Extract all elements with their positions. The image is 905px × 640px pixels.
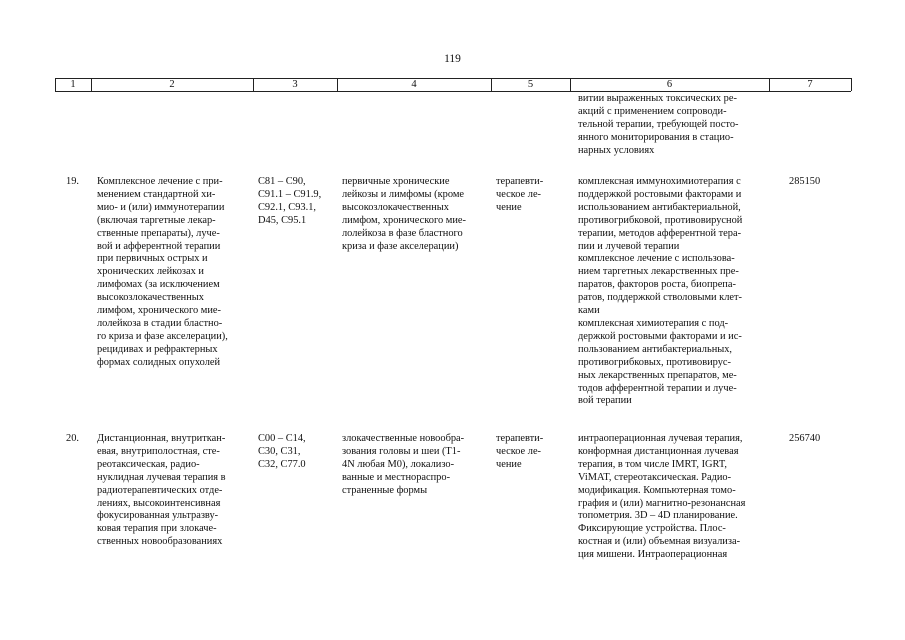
row-number: 20. — [66, 433, 79, 444]
text-line: зования головы и шеи (T1- — [342, 445, 461, 457]
text-line: нарных условиях — [578, 144, 655, 156]
text-line: го криза и фазе акселерации), — [97, 330, 228, 342]
column-header-2: 2 — [169, 79, 175, 90]
text-line: ковая терапия при злокаче- — [97, 523, 217, 535]
text-line: высокозлокачественных — [97, 292, 204, 304]
text-line: вой терапии — [578, 395, 632, 407]
text-line: пользованием антибактериальных, — [578, 343, 733, 355]
patient-model-cell — [342, 176, 486, 253]
text-line: C30, C31, — [258, 445, 301, 457]
text-line: комплексная иммунохимиотерапия с — [578, 176, 741, 187]
text-line: нием таргетных лекарственных пре- — [578, 266, 739, 278]
text-line: Фиксирующие устройства. Плос- — [578, 523, 726, 535]
text-line: терапия, в том числе IMRT, IGRT, — [578, 458, 728, 470]
text-line: лейкозы и лимфомы (кроме — [342, 188, 465, 200]
treatment-type-cell — [496, 433, 564, 472]
page-number: 119 — [444, 53, 461, 65]
text-line: витии выраженных токсических ре- — [578, 93, 737, 104]
row-number: 19. — [66, 176, 79, 187]
text-line: лолейкоза в стадии бластно- — [97, 317, 223, 329]
column-header-7: 7 — [807, 79, 813, 90]
text-line: поддержкой ростовыми факторами и — [578, 188, 742, 200]
column-header-5: 5 — [527, 79, 534, 90]
cost-cell: 256740 — [789, 433, 821, 444]
text-line: ственных новообразованиях — [97, 536, 223, 548]
text-line: лолейкоза в фазе бластного — [342, 227, 463, 239]
text-line: держкой ростовыми факторами и ис- — [578, 330, 742, 342]
text-line: криза и фазе акселерации) — [342, 240, 459, 252]
treatment-method-cell — [578, 433, 766, 562]
text-line: конформная дистанционная лучевая — [578, 445, 739, 457]
text-line: противогрибковой, противовирусной — [578, 214, 743, 226]
text-line: топометрия. 3D – 4D планирование. — [578, 510, 738, 522]
text-line: лимфомах (за исключением — [97, 279, 220, 291]
icd-codes-cell — [258, 433, 332, 472]
text-line: тодов афферентной терапии и луче- — [578, 382, 737, 394]
text-line: чение — [496, 201, 522, 213]
text-line: противогрибковых, противовирус- — [578, 356, 731, 368]
text-line: акций с применением сопроводи- — [578, 105, 727, 117]
treatment-name-cell — [97, 176, 247, 370]
patient-model-cell — [342, 433, 486, 498]
text-line: рецидивах и рефрактерных — [97, 343, 218, 355]
column-separator — [851, 78, 852, 91]
text-line: фокусированная ультразву- — [97, 510, 219, 522]
text-line: C32, C77.0 — [258, 458, 306, 470]
text-line: тельной терапии, требующей посто- — [578, 118, 739, 130]
text-line: Комплексное лечение с при- — [97, 176, 223, 187]
treatment-name-cell — [97, 433, 247, 549]
text-line: злокачественные новообра- — [342, 433, 465, 444]
text-line: пии и лучевой терапии — [578, 240, 680, 252]
text-line: реотаксическая, радио- — [97, 458, 200, 470]
text-line: комплексная химиотерапия с под- — [578, 317, 729, 329]
text-line: лимфом, хронического мие- — [342, 214, 466, 226]
text-line: янного мониторирования в стацио- — [578, 131, 734, 143]
text-line: ция мишени. Интраоперационная — [578, 549, 728, 561]
text-line: высокозлокачественных — [342, 201, 449, 213]
column-header-4: 4 — [411, 79, 417, 90]
text-line: мио- и (или) иммунотерапии — [97, 201, 225, 213]
text-line: D45, C95.1 — [258, 214, 307, 226]
text-line: использованием антибактериальной, — [578, 201, 741, 213]
column-header-3: 3 — [292, 79, 298, 90]
text-line: терапии, методов афферентной тера- — [578, 227, 742, 239]
text-line: C92.1, C93.1, — [258, 201, 317, 213]
text-line: ческое ле- — [496, 445, 542, 457]
continued-method-cell — [578, 93, 766, 158]
text-line: ных лекарственных препаратов, ме- — [578, 369, 737, 381]
column-header-1: 1 — [70, 79, 76, 90]
text-line: терапевти- — [496, 433, 544, 444]
cost-cell: 285150 — [789, 176, 821, 187]
text-line: модификация. Компьютерная томо- — [578, 484, 736, 496]
text-line: ратов, поддержкой стволовыми клет- — [578, 292, 743, 304]
text-line: ственные препараты), луче- — [97, 227, 220, 239]
text-line: при первичных острых и — [97, 253, 208, 265]
text-line: радиотерапевтических отде- — [97, 484, 223, 496]
text-line: лениях, высокоинтенсивная — [97, 497, 221, 509]
text-line: страненные формы — [342, 484, 428, 496]
text-line: интраоперационная лучевая терапия, — [578, 433, 743, 444]
text-line: Дистанционная, внутриткан- — [97, 433, 226, 444]
text-line: лимфом, хронического мие- — [97, 305, 221, 317]
treatment-type-cell — [496, 176, 564, 215]
icd-codes-cell — [258, 176, 332, 228]
text-line: менением стандартной хи- — [97, 188, 216, 200]
text-line: костная и (или) объемная визуализа- — [578, 536, 741, 548]
text-line: хронических лейкозах и — [97, 266, 204, 278]
text-line: паратов, факторов роста, биопрепа- — [578, 279, 736, 291]
text-line: графия и (или) магнитно-резонансная — [578, 497, 746, 509]
text-line: 4N любая M0), локализо- — [342, 458, 455, 470]
text-line: ческое ле- — [496, 188, 542, 200]
text-line: чение — [496, 458, 522, 470]
text-line: C00 – C14, — [258, 433, 306, 444]
text-line: C91.1 – C91.9, — [258, 188, 322, 200]
text-line: ванные и местнораспро- — [342, 471, 451, 483]
text-line: евая, внутриполостная, сте- — [97, 445, 220, 457]
text-line: C81 – C90, — [258, 176, 306, 187]
treatment-method-cell — [578, 176, 766, 408]
text-line: терапевти- — [496, 176, 544, 187]
text-line: вой и афферентной терапии — [97, 240, 221, 252]
text-line: первичные хронические — [342, 176, 450, 187]
text-line: комплексное лечение с использова- — [578, 253, 735, 265]
text-line: нуклидная лучевая терапия в — [97, 471, 226, 483]
text-line: формах солидных опухолей — [97, 356, 221, 368]
text-line: (включая таргетные лекар- — [97, 214, 216, 226]
table-header-bottom-rule — [55, 91, 851, 92]
column-header-6: 6 — [666, 79, 673, 90]
text-line: ками — [578, 305, 600, 317]
text-line: ViMAT, стереотаксическая. Радио- — [578, 471, 732, 483]
